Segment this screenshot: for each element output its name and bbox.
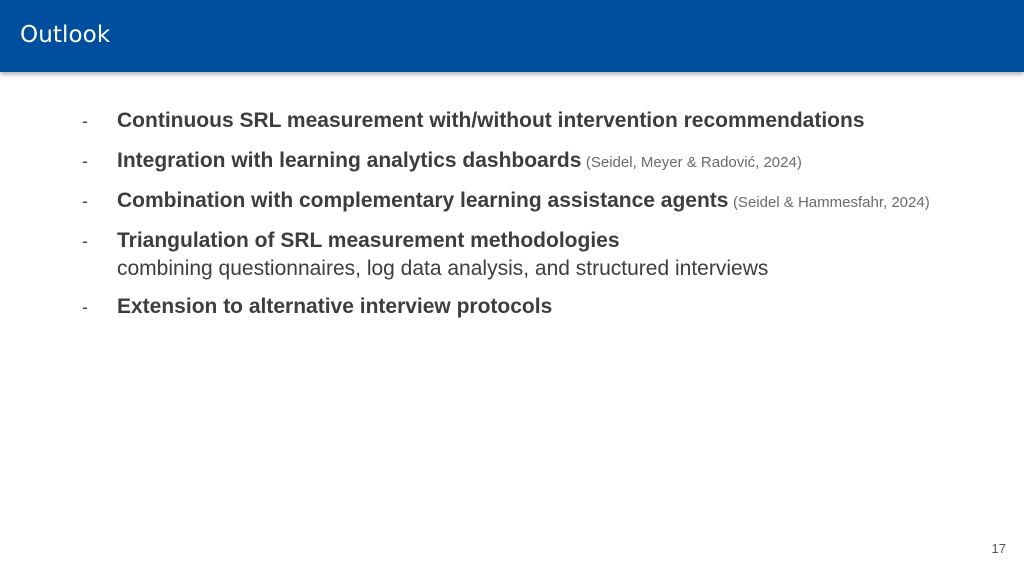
bullet-text: Integration with learning analytics dashboards <box>117 149 582 172</box>
bullet-marker: - <box>82 191 88 211</box>
slide-header-bar <box>0 0 1024 72</box>
bullet-marker: - <box>82 231 88 251</box>
bullet-text: Extension to alternative interview protocols <box>117 295 553 318</box>
bullet-text: Continuous SRL measurement with/without intervention recommendations <box>117 109 865 132</box>
bullet-item <box>82 148 942 176</box>
bullet-item <box>82 188 942 216</box>
slide-title: Outlook <box>20 22 111 48</box>
bullet-citation: (Seidel & Hammesfahr, 2024) <box>732 194 930 211</box>
bullet-item <box>82 228 942 282</box>
bullet-item <box>82 108 942 136</box>
bullet-marker: - <box>82 111 88 131</box>
bullet-subtext: combining questionnaires, log data analysis, and structured interviews <box>117 257 769 280</box>
bullet-citation: (Seidel, Meyer & Radović, 2024) <box>585 154 802 171</box>
bullet-list <box>82 108 942 334</box>
bullet-item <box>82 294 942 322</box>
page-number: 17 <box>991 541 1006 556</box>
bullet-text: Triangulation of SRL measurement methodologies <box>117 229 620 252</box>
bullet-text: Combination with complementary learning assistance agents <box>117 189 729 212</box>
bullet-marker: - <box>82 151 88 171</box>
bullet-marker: - <box>82 297 88 317</box>
